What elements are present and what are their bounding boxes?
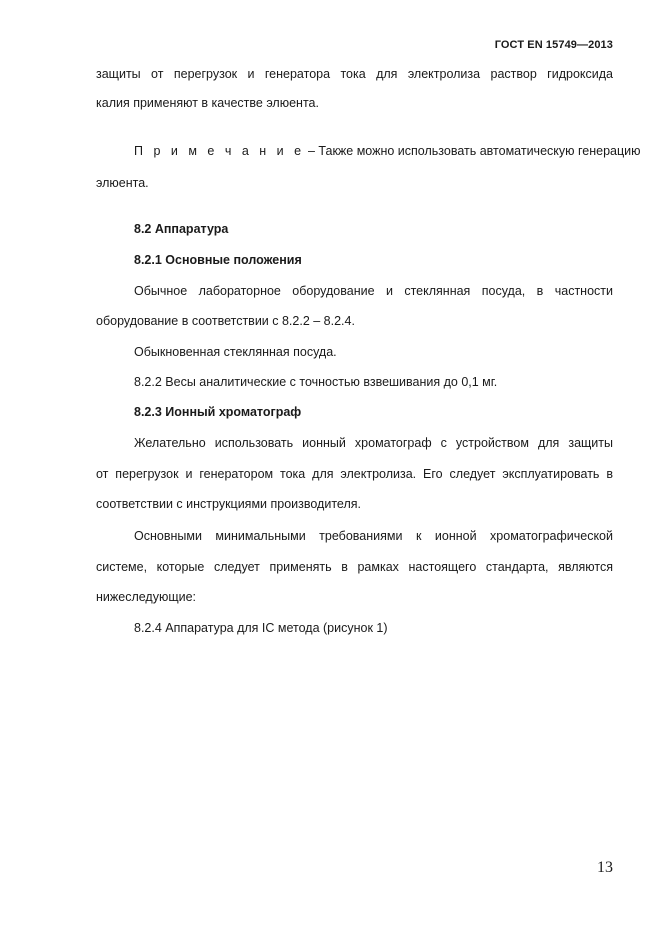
paragraph-line: нижеследующие: (96, 590, 197, 604)
paragraph-line: Обыкновенная стеклянная посуда. (134, 345, 337, 359)
paragraph-line: системе, которые следует применять в рамках настоящего стандарта, являются (96, 560, 613, 574)
section-heading-8-2-1: 8.2.1 Основные положения (134, 253, 302, 267)
note-line: элюента. (96, 176, 149, 190)
paragraph-line: калия применяют в качестве элюента. (96, 96, 319, 110)
section-heading-8-2: 8.2 Аппаратура (134, 222, 229, 236)
paragraph-line: Основными минимальными требованиями к ионной хроматографической (134, 529, 613, 543)
note-line (134, 143, 641, 159)
note-text: – Также можно использовать автоматическую генерацию (304, 144, 641, 158)
section-heading-8-2-3: 8.2.3 Ионный хроматограф (134, 405, 302, 419)
paragraph-line: Обычное лабораторное оборудование и стеклянная посуда, в частности (134, 284, 613, 298)
paragraph-line: соответствии с инструкциями производителя. (96, 497, 361, 511)
note-label: П р и м е ч а н и е (134, 144, 305, 158)
paragraph-line: защиты от перегрузок и генератора тока для электролиза раствор гидроксида (96, 67, 613, 81)
paragraph-line: 8.2.4 Аппаратура для IC метода (рисунок 1) (134, 621, 388, 635)
paragraph-line: оборудование в соответствии с 8.2.2 – 8.2.4. (96, 314, 355, 328)
paragraph-line: Желательно использовать ионный хроматограф с устройством для защиты (134, 436, 613, 450)
paragraph-line: 8.2.2 Весы аналитические с точностью взвешивания до 0,1 мг. (134, 375, 498, 389)
standard-header: ГОСТ EN 15749—2013 (494, 39, 613, 51)
paragraph-line: от перегрузок и генератором тока для электролиза. Его следует эксплуатировать в (96, 467, 613, 481)
page-number: 13 (597, 859, 613, 876)
